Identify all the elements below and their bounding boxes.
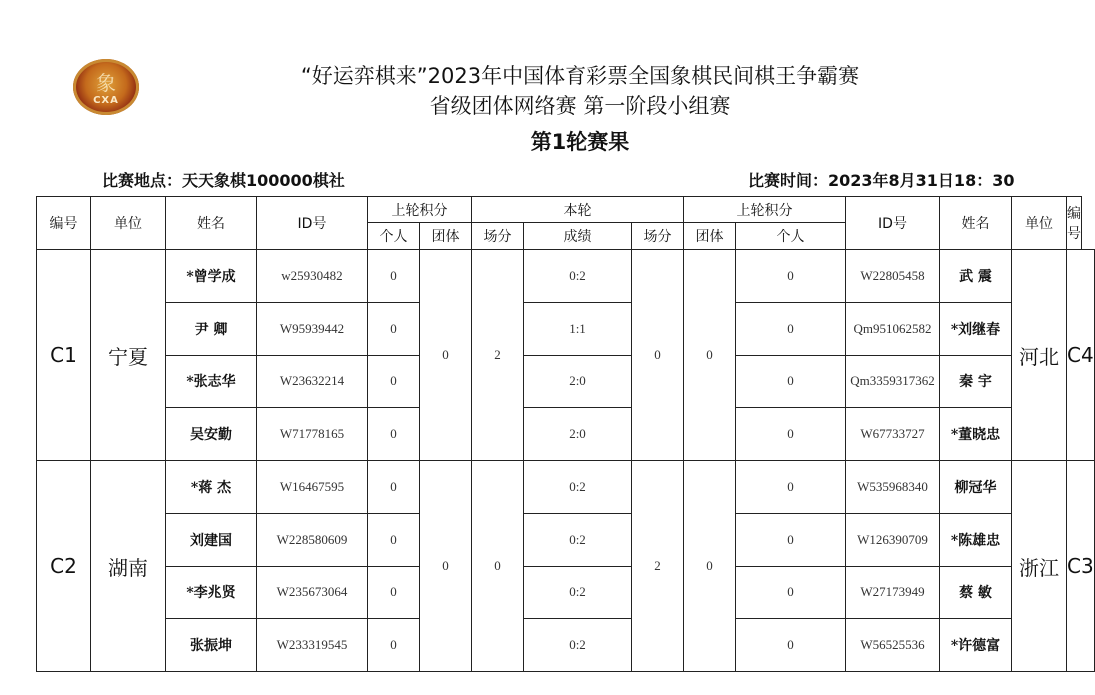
personal-score-right: 0 <box>735 407 846 461</box>
player-id-right: W126390709 <box>845 513 940 567</box>
personal-score-left: 0 <box>367 513 420 567</box>
header-unit-left: 单位 <box>90 196 166 250</box>
player-name-left: 吴安勤 <box>165 407 257 461</box>
header-name-left: 姓名 <box>165 196 257 250</box>
player-name-left: *张志华 <box>165 355 257 409</box>
logo-chess-glyph: 象 <box>96 71 116 95</box>
personal-score-right: 0 <box>735 249 846 303</box>
board-result: 1:1 <box>523 302 632 356</box>
board-result: 0:2 <box>523 460 632 514</box>
header-result: 成绩 <box>523 222 632 250</box>
header-match-pts-left: 场分 <box>471 222 524 250</box>
header-code-right: 编号 <box>1066 196 1082 250</box>
personal-score-left: 0 <box>367 355 420 409</box>
player-id-left: W16467595 <box>256 460 368 514</box>
personal-score-left: 0 <box>367 566 420 620</box>
header-prev-score-right: 上轮积分 <box>683 196 846 223</box>
personal-score-right: 0 <box>735 618 846 672</box>
personal-score-right: 0 <box>735 460 846 514</box>
player-id-left: W233319545 <box>256 618 368 672</box>
title-line-3: 第1轮赛果 <box>530 130 630 154</box>
header-prev-score-left: 上轮积分 <box>367 196 472 223</box>
personal-score-left: 0 <box>367 618 420 672</box>
header-id-left: ID号 <box>256 196 368 250</box>
header-this-round: 本轮 <box>471 196 684 223</box>
personal-score-left: 0 <box>367 460 420 514</box>
player-name-right: 蔡 敏 <box>939 566 1012 620</box>
player-name-right: *许德富 <box>939 618 1012 672</box>
board-result: 0:2 <box>523 249 632 303</box>
logo-abbr: CXA <box>93 95 119 106</box>
player-id-right: W22805458 <box>845 249 940 303</box>
team-unit-right: 浙江 <box>1011 460 1067 672</box>
player-id-left: W71778165 <box>256 407 368 461</box>
header-name-right: 姓名 <box>939 196 1012 250</box>
match-points-right: 2 <box>631 460 684 672</box>
player-name-left: *曾学成 <box>165 249 257 303</box>
team-score-right: 0 <box>683 460 736 672</box>
personal-score-left: 0 <box>367 302 420 356</box>
player-id-left: W23632214 <box>256 355 368 409</box>
player-name-left: 刘建国 <box>165 513 257 567</box>
match-points-right: 0 <box>631 249 684 461</box>
player-name-left: 张振坤 <box>165 618 257 672</box>
player-name-right: *陈雄忠 <box>939 513 1012 567</box>
team-unit-left: 宁夏 <box>90 249 166 461</box>
header-match-pts-right: 场分 <box>631 222 684 250</box>
title-line-1: “好运弈棋来”2023年中国体育彩票全国象棋民间棋王争霸赛 <box>300 64 860 88</box>
board-result: 0:2 <box>523 566 632 620</box>
player-id-right: Qm951062582 <box>845 302 940 356</box>
team-score-left: 0 <box>419 460 472 672</box>
personal-score-left: 0 <box>367 407 420 461</box>
player-name-right: 武 震 <box>939 249 1012 303</box>
board-result: 0:2 <box>523 618 632 672</box>
team-score-left: 0 <box>419 249 472 461</box>
header-id-right: ID号 <box>845 196 940 250</box>
board-result: 0:2 <box>523 513 632 567</box>
header-personal-left: 个人 <box>367 222 420 250</box>
match-points-left: 2 <box>471 249 524 461</box>
player-id-right: Qm3359317362 <box>845 355 940 409</box>
personal-score-right: 0 <box>735 302 846 356</box>
player-id-left: W235673064 <box>256 566 368 620</box>
personal-score-right: 0 <box>735 513 846 567</box>
player-id-left: w25930482 <box>256 249 368 303</box>
cxa-logo <box>73 59 139 115</box>
title-line-2: 省级团体网络赛 第一阶段小组赛 <box>429 94 731 118</box>
player-id-right: W535968340 <box>845 460 940 514</box>
player-name-right: *董晓忠 <box>939 407 1012 461</box>
personal-score-right: 0 <box>735 355 846 409</box>
player-name-right: 柳冠华 <box>939 460 1012 514</box>
player-id-left: W95939442 <box>256 302 368 356</box>
player-name-left: *蒋 杰 <box>165 460 257 514</box>
board-result: 2:0 <box>523 407 632 461</box>
player-id-right: W56525536 <box>845 618 940 672</box>
player-name-right: 秦 宇 <box>939 355 1012 409</box>
personal-score-right: 0 <box>735 566 846 620</box>
team-code-left: C2 <box>36 460 91 672</box>
player-name-left: 尹 卿 <box>165 302 257 356</box>
team-score-right: 0 <box>683 249 736 461</box>
header-personal-right: 个人 <box>735 222 846 250</box>
time-label: 比赛时间：2023年8月31日18：30 <box>748 171 1015 190</box>
team-unit-right: 河北 <box>1011 249 1067 461</box>
team-code-right: C4 <box>1066 249 1095 461</box>
header-unit-right: 单位 <box>1011 196 1067 250</box>
player-id-right: W27173949 <box>845 566 940 620</box>
header-team-left: 团体 <box>419 222 472 250</box>
player-id-right: W67733727 <box>845 407 940 461</box>
player-id-left: W228580609 <box>256 513 368 567</box>
team-code-right: C3 <box>1066 460 1095 672</box>
header-team-right: 团体 <box>683 222 736 250</box>
header-code-left: 编号 <box>36 196 91 250</box>
board-result: 2:0 <box>523 355 632 409</box>
personal-score-left: 0 <box>367 249 420 303</box>
team-code-left: C1 <box>36 249 91 461</box>
match-points-left: 0 <box>471 460 524 672</box>
team-unit-left: 湖南 <box>90 460 166 672</box>
venue-label: 比赛地点：天天象棋100000棋社 <box>102 171 345 190</box>
player-name-right: *刘继春 <box>939 302 1012 356</box>
player-name-left: *李兆贤 <box>165 566 257 620</box>
